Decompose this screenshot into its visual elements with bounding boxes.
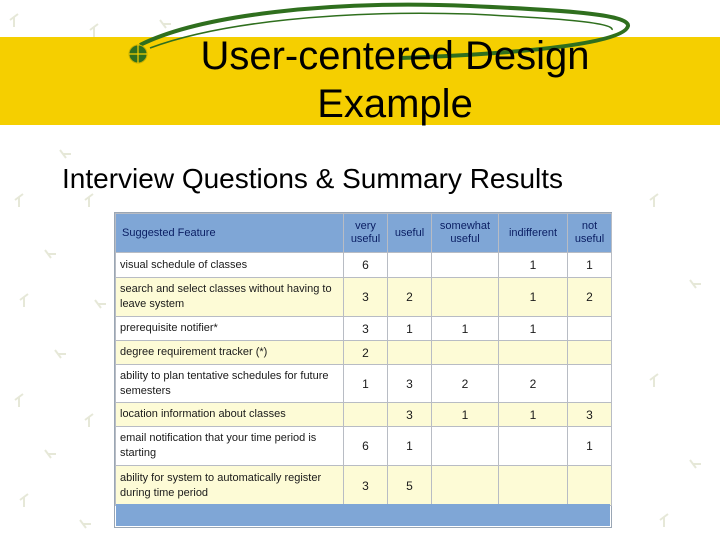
feature-cell: search and select classes without having to leave system (116, 278, 344, 317)
feature-cell: location information about classes (116, 403, 344, 427)
count-cell: 3 (344, 466, 388, 506)
count-cell: 1 (388, 427, 432, 466)
table-row (116, 466, 612, 506)
count-cell (432, 427, 499, 466)
count-cell: 2 (344, 341, 388, 365)
count-cell: 1 (499, 278, 568, 317)
feature-cell: ability for system to automatically register during time period (116, 466, 344, 506)
count-cell (568, 365, 612, 403)
count-cell: 6 (344, 427, 388, 466)
feature-cell: ability to plan tentative schedules for future semesters (116, 365, 344, 403)
count-cell: 2 (388, 278, 432, 317)
count-cell (499, 427, 568, 466)
slide-subtitle: Interview Questions & Summary Results (62, 163, 564, 194)
results-table (115, 213, 612, 506)
count-cell: 2 (432, 365, 499, 403)
count-cell: 2 (499, 365, 568, 403)
count-cell: 1 (499, 317, 568, 341)
header-very-useful: very useful (344, 214, 388, 253)
count-cell: 3 (344, 317, 388, 341)
header-somewhat-useful: somewhat useful (432, 214, 499, 253)
slide-title-line-1: User-centered Design (200, 34, 590, 78)
count-cell (499, 341, 568, 365)
count-cell (432, 278, 499, 317)
table-row (116, 278, 612, 317)
table-header-row (116, 214, 612, 253)
table-row (116, 427, 612, 466)
count-cell: 1 (499, 403, 568, 427)
count-cell: 3 (344, 278, 388, 317)
header-not-useful: not useful (568, 214, 612, 253)
table-row (116, 403, 612, 427)
count-cell: 3 (388, 365, 432, 403)
header-useful: useful (388, 214, 432, 253)
count-cell: 1 (568, 427, 612, 466)
count-cell (432, 466, 499, 506)
count-cell (568, 341, 612, 365)
count-cell (568, 317, 612, 341)
table-row (116, 317, 612, 341)
slide-title (150, 32, 640, 128)
table-row (116, 341, 612, 365)
count-cell (432, 253, 499, 278)
count-cell (344, 403, 388, 427)
count-cell (388, 341, 432, 365)
feature-cell: degree requirement tracker (*) (116, 341, 344, 365)
count-cell: 5 (388, 466, 432, 506)
table-row (116, 365, 612, 403)
count-cell (388, 253, 432, 278)
count-cell: 1 (344, 365, 388, 403)
slide-title-line-2: Example (317, 82, 473, 126)
count-cell: 3 (388, 403, 432, 427)
count-cell: 1 (432, 317, 499, 341)
results-table-container (114, 212, 612, 528)
table-row (116, 253, 612, 278)
feature-cell: visual schedule of classes (116, 253, 344, 278)
count-cell: 1 (499, 253, 568, 278)
count-cell: 1 (432, 403, 499, 427)
feature-cell: prerequisite notifier* (116, 317, 344, 341)
bullet-icon (129, 45, 147, 63)
feature-cell: email notification that your time period is starting (116, 427, 344, 466)
header-indifferent: indifferent (499, 214, 568, 253)
count-cell: 3 (568, 403, 612, 427)
count-cell: 2 (568, 278, 612, 317)
count-cell (568, 466, 612, 506)
count-cell: 1 (388, 317, 432, 341)
count-cell (432, 341, 499, 365)
table-footer-bar (116, 504, 610, 526)
count-cell (499, 466, 568, 506)
count-cell: 1 (568, 253, 612, 278)
header-suggested-feature: Suggested Feature (116, 214, 344, 253)
count-cell: 6 (344, 253, 388, 278)
